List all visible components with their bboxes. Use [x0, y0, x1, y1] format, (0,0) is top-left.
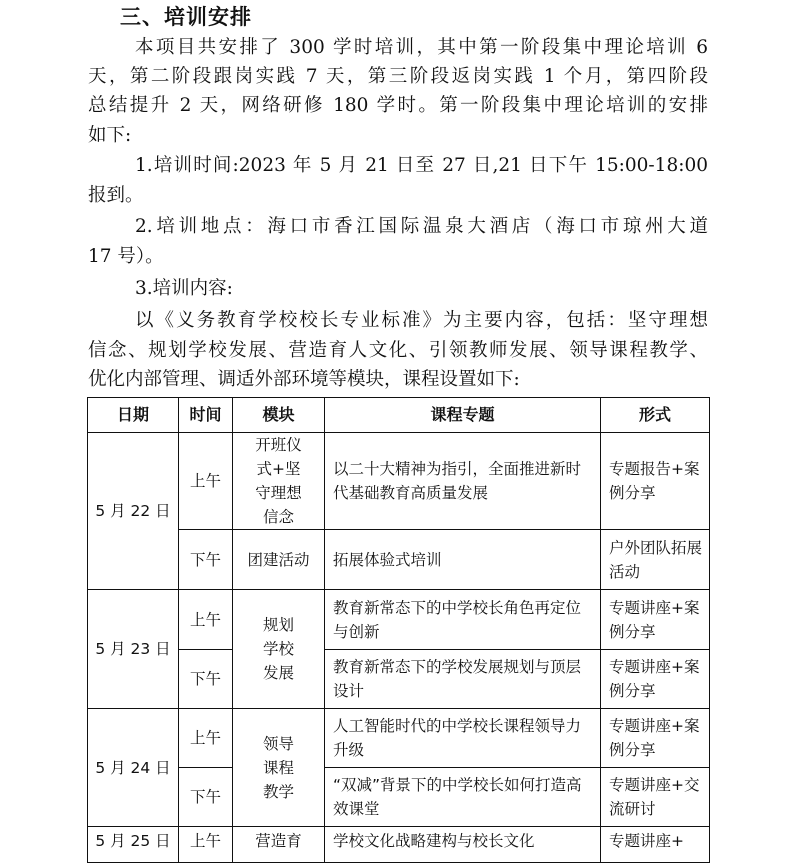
date-cell: 5 月 23 日 [88, 590, 179, 709]
table-row [88, 590, 710, 650]
training-location-line: 17 号）。 [88, 246, 164, 267]
training-time-line: 报到。 [88, 185, 144, 206]
module-text: 开班仪式+坚守理想信念 [255, 436, 302, 526]
form-cell: 专题报告+案例分享 [601, 433, 710, 530]
time-cell: 上午 [179, 590, 233, 650]
paragraph-line: 天，第二阶段跟岗实践 7 天，第三阶段返岗实践 1 个月，第四阶段 [88, 66, 708, 87]
table-row [88, 530, 710, 590]
form-cell: 专题讲座+交流研讨 [601, 768, 710, 827]
form-cell: 户外团队拓展活动 [601, 530, 710, 590]
time-cell: 下午 [179, 530, 233, 590]
header-module: 模块 [233, 398, 325, 433]
topic-cell: 拓展体验式培训 [325, 530, 601, 590]
form-cell: 专题讲座+案例分享 [601, 650, 710, 709]
topic-cell: 以二十大精神为指引，全面推进新时代基础教育高质量发展 [325, 433, 601, 530]
module-cell [233, 709, 325, 827]
topic-cell: 学校文化战略建构与校长文化 [325, 827, 601, 863]
time-cell: 上午 [179, 709, 233, 768]
header-time: 时间 [179, 398, 233, 433]
module-cell: 团建活动 [233, 530, 325, 590]
paragraph-line: 如下: [88, 125, 132, 146]
table-row [88, 768, 710, 827]
date-cell: 5 月 22 日 [88, 433, 179, 590]
table-row [88, 709, 710, 768]
date-cell: 5 月 25 日 [88, 827, 179, 863]
section-heading: 三、培训安排 [120, 5, 252, 29]
paragraph-line: 信念、规划学校发展、营造育人文化、引领教师发展、领导课程教学、 [88, 340, 708, 361]
topic-cell: 教育新常态下的中学校长角色再定位与创新 [325, 590, 601, 650]
time-cell: 上午 [179, 827, 233, 863]
header-form: 形式 [601, 398, 710, 433]
training-time-line: 1.培训时间:2023 年 5 月 21 日至 27 日,21 日下午 15:00-18:00 [135, 155, 708, 176]
module-text: 领导课程教学 [262, 734, 294, 801]
training-content-line: 3.培训内容: [135, 278, 233, 299]
form-cell: 专题讲座+案例分享 [601, 590, 710, 650]
paragraph-line: 以《义务教育学校校长专业标准》为主要内容，包括：坚守理想 [135, 310, 708, 331]
time-cell: 下午 [179, 768, 233, 827]
paragraph-line: 优化内部管理、调适外部环境等模块，课程设置如下: [88, 369, 520, 390]
module-cell [233, 590, 325, 709]
table-row [88, 650, 710, 709]
paragraph-line: 总结提升 2 天，网络研修 180 学时。第一阶段集中理论培训的安排 [88, 95, 708, 116]
topic-cell: “双减”背景下的中学校长如何打造高效课堂 [325, 768, 601, 827]
schedule-table [87, 397, 710, 863]
form-cell: 专题讲座+案例分享 [601, 709, 710, 768]
paragraph-line: 本项目共安排了 300 学时培训，其中第一阶段集中理论培训 6 [135, 37, 708, 58]
date-cell: 5 月 24 日 [88, 709, 179, 827]
topic-cell: 教育新常态下的学校发展规划与顶层设计 [325, 650, 601, 709]
training-location-line: 2.培训地点：海口市香江国际温泉大酒店（海口市琼州大道 [135, 216, 708, 237]
topic-cell: 人工智能时代的中学校长课程领导力升级 [325, 709, 601, 768]
module-cell: 营造育 [233, 827, 325, 863]
table-header-row [88, 398, 710, 433]
table-row [88, 827, 710, 863]
module-text: 规划学校发展 [262, 616, 294, 682]
form-cell: 专题讲座+ [601, 827, 710, 863]
header-date: 日期 [88, 398, 179, 433]
time-cell: 下午 [179, 650, 233, 709]
time-cell: 上午 [179, 433, 233, 530]
table-row [88, 433, 710, 530]
module-cell [233, 433, 325, 530]
header-topic: 课程专题 [325, 398, 601, 433]
